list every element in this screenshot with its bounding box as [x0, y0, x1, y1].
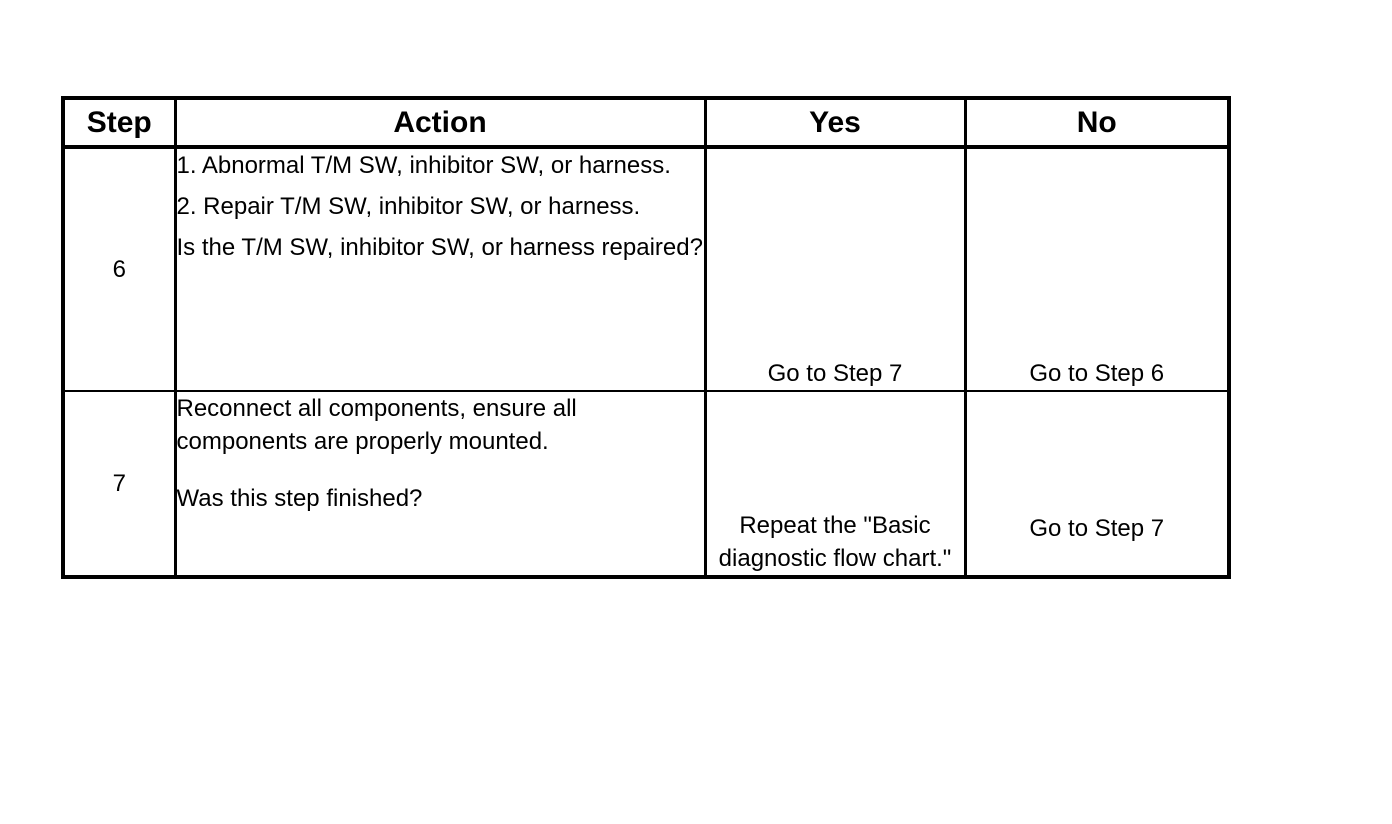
no-cell: Go to Step 6: [965, 147, 1229, 391]
header-step: Step: [63, 98, 175, 147]
action-question: Was this step finished?: [176, 485, 423, 512]
header-yes: Yes: [705, 98, 965, 147]
table-row: [63, 147, 1229, 391]
table-row: [63, 391, 1229, 577]
action-question: Is the T/M SW, inhibitor SW, or harness repaired?: [176, 234, 703, 261]
yes-text: Repeat the "Basic diagnostic flow chart.": [718, 512, 952, 572]
action-text: Reconnect all components, ensure all components are properly mounted.: [176, 395, 577, 455]
action-item: 2. Repair T/M SW, inhibitor SW, or harness.: [176, 193, 641, 220]
diagnostic-table: [61, 96, 1231, 579]
table-header-row: [63, 98, 1229, 147]
yes-cell: [705, 391, 965, 577]
action-cell: [175, 391, 705, 577]
action-item: 1. Abnormal T/M SW, inhibitor SW, or harness.: [176, 152, 671, 179]
header-no: No: [965, 98, 1229, 147]
no-cell: Go to Step 7: [965, 391, 1229, 577]
step-number: 7: [63, 391, 175, 577]
header-action: Action: [175, 98, 705, 147]
yes-cell: Go to Step 7: [705, 147, 965, 391]
step-number: 6: [63, 147, 175, 391]
action-list: [177, 149, 704, 223]
action-cell: [175, 147, 705, 391]
